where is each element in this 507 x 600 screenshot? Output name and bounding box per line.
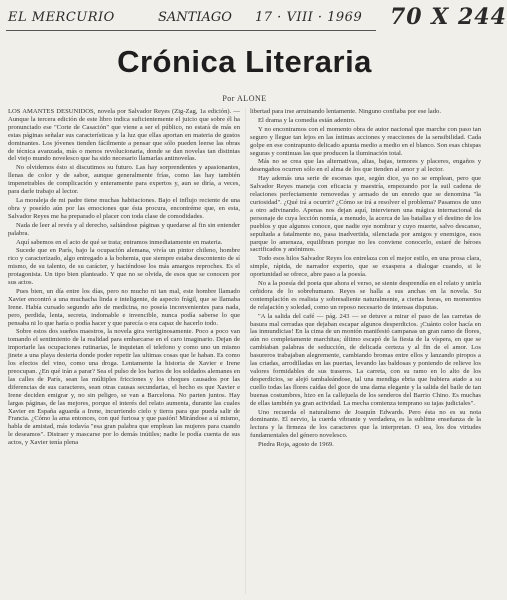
paragraph: El drama y la comedia están adentro. [258,116,356,124]
paragraph: Más no se crea que las alternativas, altas, bajas, temores y placeres, engaños y desengaños ocurren sólo en el alma de los que tienden al amor y al lector. [250,158,481,174]
paragraph: Pues bien, un día entre los días, pero no mucho ni tan mal, este hombre llamado Xavier encontró a una muchacha linda e inteligente, de aspecto frágil, que se llamaba Irene. Había cursado segundo año de medicina, no poseía inconvenientes para nada, pero, perdida, lenta, secreta, indomable e invencible, nunca podía saberse lo que pensaba ni lo que haría o podía hacer y que parecía o era capaz de hacerlo todo. [8,287,240,327]
paragraph: "A la salida del café — pág. 243 — se detuve a mirar el paso de las carretas de basura mal cerradas que dejaban escapar algunos desperdicios. ¡Cuánto color hacía en las inmundicias! En la cima de un montón manifestó campanas un gran ramo de flores, aún no completamente marchitas; último escapó de la fiesta de la víspera, en que se cambiaban palabras de seducción, de delicada certeza y al fin de el amor. Los basureros trabajaban alegremente, cambiando bromas entre ellos y lanzando piropos a las criadas, arrodilladas en las puertas, levando las baldosas y poniendo de relieve los valores formidables de sus traseros. La carreta, con su ramo en lo alto de los desperdicios, se alejó tambaleándose, tal una mendiga ebria que hubiera atado a su cuello todas las flores caídas del goce de una dama elegante y la salida del baile de tan buenas costumbres, hizo en la callejuela de los senderos del Barrio Chino. Es muchas de ellas también ya gran actividad. La mecha comienza temprano su tajas judiciales". [250,312,481,407]
left-column [8,108,240,594]
article-byline: Por ALONE [222,94,267,103]
column-divider [245,108,246,594]
handwritten-archive-code: 70 X 244 [390,4,507,30]
paragraph: Todo esos hilos Salvador Reyes los entrelaza con el mejor estilo, en una prosa clara, simple, rápida, de narrador experto, que se exaspera a dialogar cuando, si le oportunidad se ofrece, abre paso a la poesía. [250,255,481,279]
paragraph: Sobre estos dos sueños maestros, la novela gira vertiginosamente. Poco a poco van tomando el sentimiento de la realidad para embarcarse en el caro imaginario. Dejan de importarle las ocupaciones rutinarias, le inquietan el telefono y como uno un mismo jinete a una playa desierta donde poder repetir las ultimas cosas que le haban. Es como los efectos del vino, como una droga. Lentamente la historia de Xavier e Irene preocupan. ¿En qué irán a parar? Sea el pulso de los barios de los soldados alemanes en las calles de París, sean las múltiples fricciones y los choques causados por las diferencias de sus caracteres, sean otras causas secundarias, el hecho es que Xavier e Irene deciden emigrar y, no sin peligro, se van a Barcelona. No parten juntos. Hay largas páginas, de las mejores, porque el interés del relato aumenta, durante las cuales Xavier en España aguarda a Irene, incurriendo cielo y tierra para que pueda salir de Francia. ¿Cómo la ama entonces, con qué furiosa y que pasión! Mirándose a sí mismo, habla de amistad, más todavía "esa gran palabra que emplean las mujeres para cuando le deseamos". Distraer y mascarse por lo demás inútiles; nadie le podía cuenta de sus actos, y Xavier tenía plena [8,328,240,447]
paragraph: Y no encontramos con el momento obra de autor nacional que marche con paso tan seguro y llegue tan lejos en las íntimas acciones y reacciones de la sensibilidad. Cada golpe en ese contrapunto delicado apunta medio a medio en el blanco. Son esas chispas seguras y continuas las que producen la iluminación total. [250,125,481,157]
paragraph: libertad para irse arruinando lentamente. Ninguno confiaba por ese lado. [250,108,441,115]
paragraph: No olvidemos ésto si discutimos su futuro. Las hay sorprendentes y apasionantes, llenas de color y de sabor, aunque generalmente frías, como las hay también impenetrables de complicación y enteramente para expertos y, aun se diría, a veces, para darle trabajo al lector. [8,164,240,196]
paragraph: Uno recuerda el naturalismo de Joaquín Edwards. Pero ésta no es su nota dominante. El nervio, la cuerda vibrante y verdadera, es la sublime enseñanza de la lectura y la firmeza de los caracteres que la interpretan. O sea, los dos virtudes fundamentales del género novelesco. [250,408,481,440]
paragraph: La moraleja de mi padre tiene muchas habitaciones. Bajo el influjo reciente de una obra y poseído aún por las emociones que ésta procura, encontréme que, en esta, Salvador Reyes me ha preparado el placer con toda clase de comodidades. [8,196,240,220]
handwritten-newspaper-name: EL MERCURIO [8,10,115,25]
paragraph: Nada de leer al revés y al derecho, saltándose páginas y quedarse al fin sin entender palabra. [8,221,240,237]
paragraph: LOS AMANTES DESUNIDOS, novela por Salvador Reyes (Zig-Zag, 1a edición). — Aunque la tercera edición de este libro indica suficientemente el juicio que sobre él ha pronunciado ese "Corte de Casación" que viene a ser el público, no estará de más en estas páginas señalar sus características y la luz que ellas aportan en materia de gustos dominantes. Los jóvenes tienden fácilmente a pensar que sólo pueden leerse las obras de técnica avanzada, más o menos revolucionaria, donde se dan novelas tan distintas del viejo mundo novelesco que ha sido necesario llamarlas antinovelas. [8,108,240,163]
paragraph: Sucede que en París, bajo la ocupación alemana, vivía un pintor chileno, hombre rico y caracterizado, algo entregado a la bohemia, que siempre estaba descontento de sí mismo, de su talento, de su carácter, y haciéndose los más amargos reproches. Es el protagonista. Un tipo bien planteado. Y que no se olvida, de esos que se conocen por sus actos. [8,247,240,287]
article-title: Crónica Literaria [117,44,372,79]
handwritten-city: SANTIAGO [158,10,232,25]
handwritten-underline [6,30,376,31]
handwritten-annotation [0,4,507,40]
article-dateline: Piedra Roja, agosto de 1969. [258,441,334,449]
right-column [250,108,481,594]
paragraph: Hay además una serie de escenas que, según dice, ya no se emplean, pero que Salvador Reyes maneja con eficacia y maestría, empezando por la suil cadena de relaciones perfectamente removedas y armado de un enredo que se denomina "la curiosidad". ¿Qué irá a ocurrir? ¿Cómo se irá a resolver el problema? Pasamos de uno a otro adivinando. Apenas nos dejan aquí, intervienen una mágica internacional da personaje de cuya lección nomía, a menudo, la acerca de las batallas y el destino de los pueblos y que algunos conoce, que nadie oye nombrar y cuyo muerte, salvo descanso, sepultada a fatalmente no, pasa inadvertida, silenciada por amigos y enemigos, esos parque lo amenaza, equilibran porque no les conviene conocerlo, estaré de héroes sacrificados y anónimos. [250,175,481,254]
paragraph: Aquí sabemos en el acto de qué se trata; entramos inmediatamente en materia. [16,238,223,246]
paragraph: No a la poesía del poeta que ahora el verso, se siente desprendía en el relato y unirla ceñidora de lo sobrehumano. Reyes se halla a sus anchas en la novela. Su contemplación es realista y sobresaliente naturalmente, a ciertas horas, en momentos de relajación y soledad, como un reposo necesario de intensas disputas. [250,280,481,311]
handwritten-date: 17 · VIII · 1969 [255,10,363,25]
